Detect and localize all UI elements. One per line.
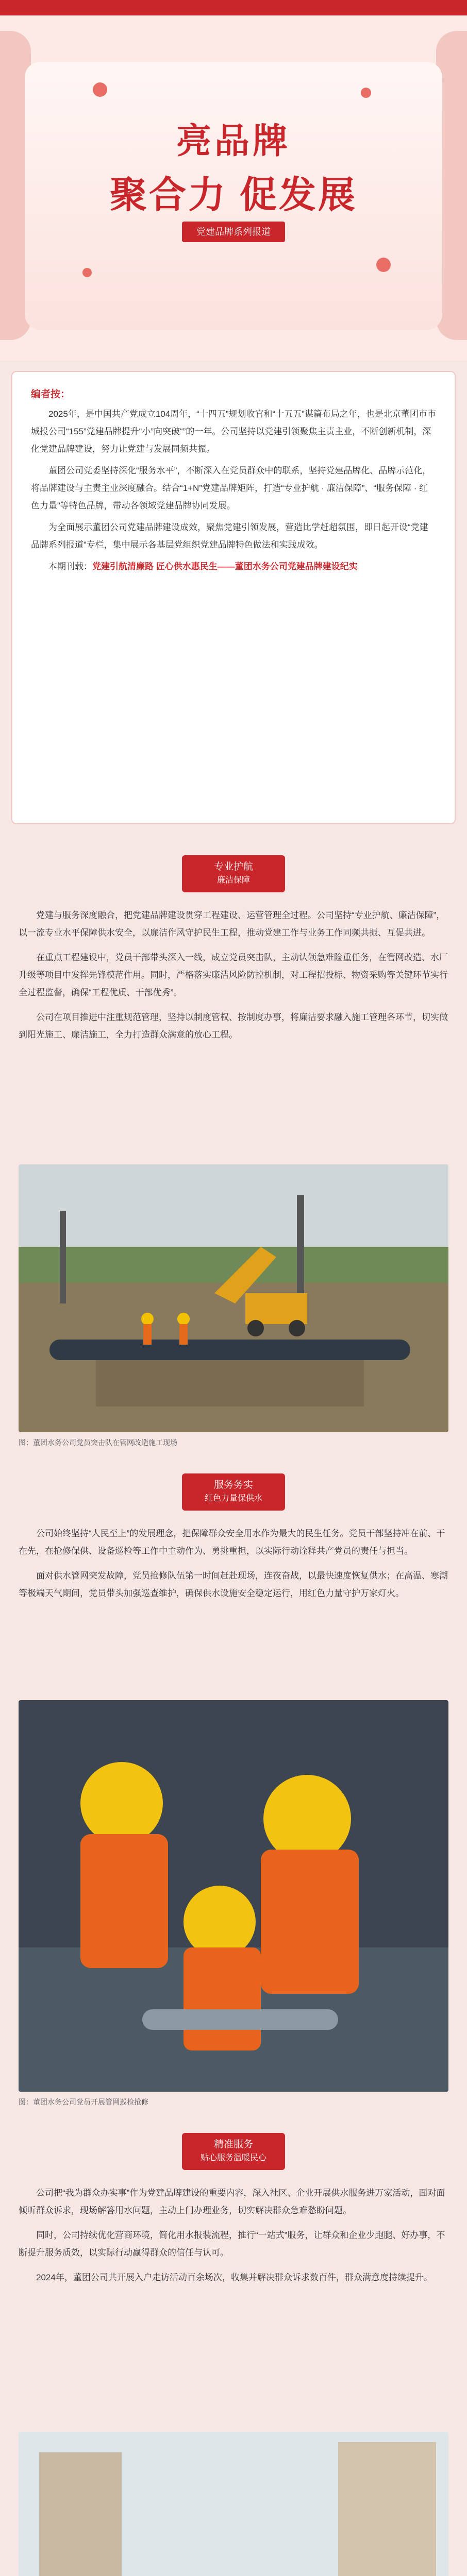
- section-sublabel: 廉洁保障: [216, 876, 250, 885]
- section-text: [19, 1525, 448, 1609]
- decoration-dot-icon: [376, 258, 391, 272]
- section-heading: [182, 1473, 285, 1511]
- intro-paragraph: 董团公司党委坚持深化“服务水平”，不断深入在党员群众中的联系，坚持党建品牌化、品牌示范化，将品牌建设与主责主业深度融合。结合“1+N”党建品牌矩阵，打造“专业护航 · 廉洁保障”、“服务保障 · 红色力量”等特色品牌，带动各领域党建品牌协同发展。: [31, 466, 431, 511]
- hero-title: 亮品牌: [176, 122, 291, 161]
- section-paragraph: 公司始终坚持“人民至上”的发展理念，把保障群众安全用水作为最大的民生任务。党员干部坚持冲在前、干在先，在抢修保供、设备巡检等工作中主动作为、勇挑重担，以实际行动诠释共产党员的责任与担当。: [19, 1529, 445, 1556]
- section-paragraph: 在重点工程建设中，党员干部带头深入一线，成立党员突击队，主动认领急难险重任务，在管网改造、水厂升级等项目中发挥先锋模范作用。同时，严格落实廉洁风险防控机制，对工程招投标、物资采购等关键环节实行全过程监督，确保“工程优质、干部优秀”。: [19, 953, 448, 997]
- section-label: 服务务实: [213, 1480, 253, 1490]
- intro-lead: 本期刊载：: [48, 562, 92, 571]
- section-paragraph: 公司把“我为群众办实事”作为党建品牌建设的重要内容，深入社区、企业开展供水服务进万家活动，面对面倾听群众诉求，现场解答用水问题，主动上门办理业务，切实解决群众急难愁盼问题。: [19, 2188, 445, 2215]
- section-pill: [182, 2133, 285, 2170]
- decoration-dot-icon: [82, 268, 92, 277]
- hero-series-tag: 党建品牌系列报道: [182, 222, 285, 242]
- construction-photo: [19, 1164, 448, 1432]
- editor-note-label: 编者按：: [31, 389, 71, 400]
- construction-scene-image: [19, 1164, 448, 1432]
- section-sublabel: 红色力量保供水: [204, 1494, 262, 1503]
- section-paragraph: 2024年，董团公司共开展入户走访活动百余场次，收集并解决群众诉求数百件，群众满意度持续提升。: [36, 2273, 432, 2282]
- section-label: 精准服务: [213, 2139, 253, 2150]
- decoration-dot-icon: [361, 88, 371, 98]
- hero-banner: [0, 0, 467, 361]
- hero-subtitle: 聚合力 促发展: [109, 175, 357, 216]
- intro-card: [11, 371, 456, 824]
- section-label: 专业护航: [213, 861, 253, 872]
- intro-highlight: 党建引航清廉路 匠心供水惠民生——董团水务公司党建品牌建设纪实: [92, 562, 358, 571]
- section-heading: [182, 855, 285, 892]
- repair-scene-image: [19, 1700, 448, 2092]
- photo-caption: 图：董团水务公司党员突击队在管网改造施工现场: [19, 1438, 177, 1447]
- community-scene-image: [19, 2432, 448, 2576]
- section-sublabel: 贴心服务温暖民心: [200, 2154, 266, 2162]
- community-service-photo: [19, 2432, 448, 2576]
- section-text: [19, 907, 448, 1051]
- section-heading: [182, 2133, 285, 2170]
- section-pill: [182, 855, 285, 892]
- photo-caption: 图：董团水务公司党员开展管网巡检抢修: [19, 2098, 148, 2106]
- intro-paragraph: 2025年，是中国共产党成立104周年，“十四五”规划收官和“十五五”谋篇布局之年，也是北京董团市市城投公司“155”党建品牌提升“小”向突破“”的一年。公司坚持以党建引领聚焦主责主业，不断创新机制，深化党建品牌建设，努力让党建与发展同频共振。: [31, 409, 436, 454]
- intro-paragraph: 为全面展示董团公司党建品牌建设成效，聚焦党建引领发展，营造比学赶超氛围，即日起开设“党建品牌系列报道”专栏，集中展示各基层党组织党建品牌特色做法和实践成效。: [31, 522, 428, 550]
- decoration-dot-icon: [93, 82, 107, 97]
- section-paragraph: 同时，公司持续优化营商环境，简化用水报装流程，推行“一站式”服务，让群众和企业少跑腿、好办事，不断提升服务质效，以实际行动赢得群众的信任与认可。: [19, 2230, 445, 2258]
- repair-photo: [19, 1700, 448, 2092]
- section-paragraph: 党建与服务深度融合，把党建品牌建设贯穿工程建设、运营管理全过程。公司坚持“专业护航、廉洁保障”，以一流专业水平保障供水安全，以廉洁作风守护民生工程，推动党建工作与业务工作同频共振、互促共进。: [19, 910, 445, 938]
- section-text: [19, 2184, 448, 2294]
- intro-paragraph: [31, 558, 436, 575]
- section-paragraph: 面对供水管网突发故障，党员抢修队伍第一时间赶赴现场，连夜奋战，以最快速度恢复供水；在高温、寒潮等极端天气期间，党员带头加强巡查维护，确保供水设施安全稳定运行，用红色力量守护万家灯火。: [19, 1571, 448, 1598]
- section-pill: [182, 1473, 285, 1511]
- section-paragraph: 公司在项目推进中注重规范管理，坚持以制度管权、按制度办事，将廉洁要求融入施工管理各环节，切实做到阳光施工、廉洁施工，全力打造群众满意的放心工程。: [19, 1012, 448, 1040]
